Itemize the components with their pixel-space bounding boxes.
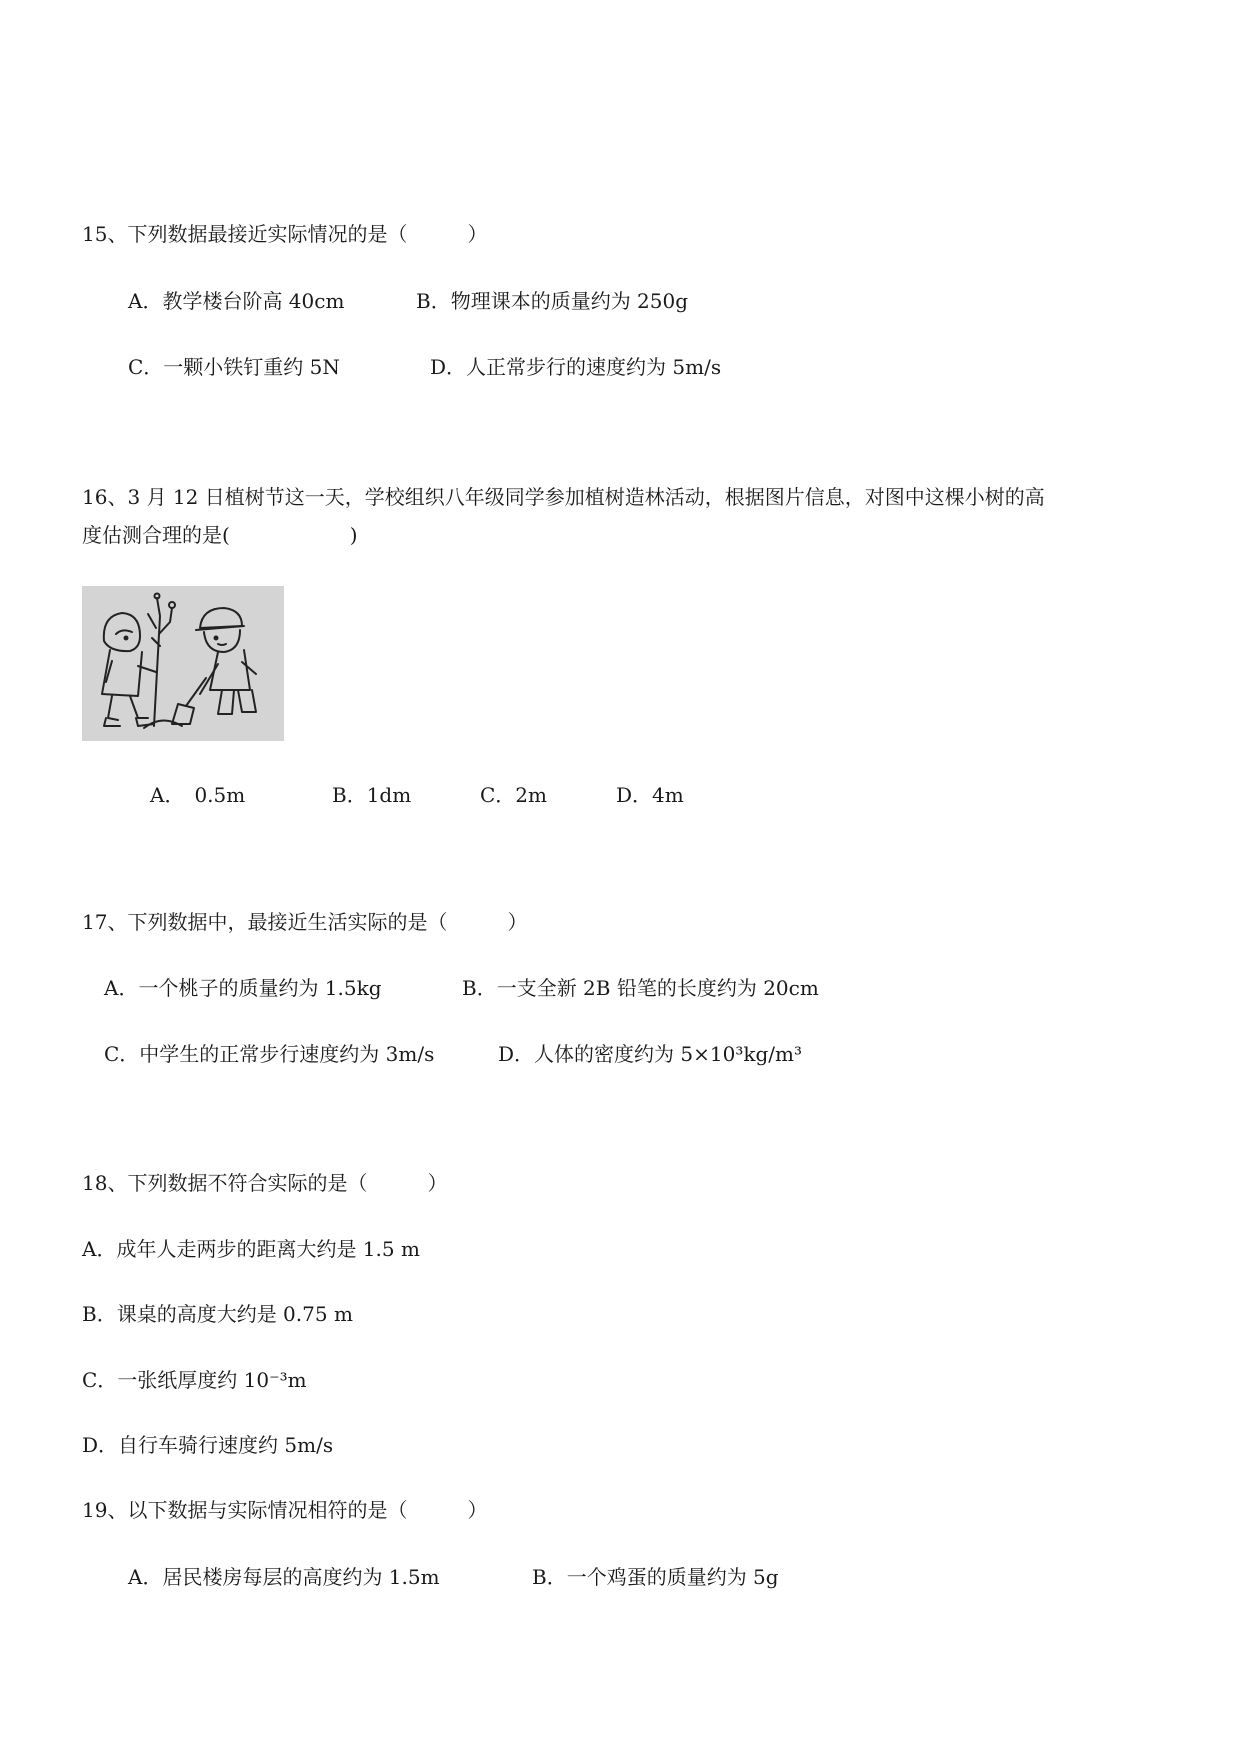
q17-option-d: D．人体的密度约为 5×10³kg/m³ [498, 1042, 802, 1066]
q17-option-b: B．一支全新 2B 铅笔的长度约为 20cm [462, 976, 819, 1000]
q15-option-a: A．教学楼台阶高 40cm [128, 289, 345, 313]
tree-planting-illustration [82, 586, 284, 741]
q18-option-d: D．自行车骑行速度约 5m/s [82, 1433, 334, 1457]
q15-stem: 15、下列数据最接近实际情况的是（ ） [82, 222, 488, 246]
q18-option-c: C．一张纸厚度约 10⁻³m [82, 1368, 307, 1392]
q16-stem-line2: 度估测合理的是( ) [82, 523, 358, 547]
q19-stem: 19、以下数据与实际情况相符的是（ ） [82, 1498, 488, 1522]
q16-option-b: B．1dm [332, 783, 412, 807]
q18-option-b: B．课桌的高度大约是 0.75 m [82, 1302, 353, 1326]
q17-option-a: A．一个桃子的质量约为 1.5kg [104, 976, 382, 1000]
q16-option-c: C．2m [480, 783, 547, 807]
q16-option-a: A． 0.5m [150, 783, 246, 807]
q15-option-b: B．物理课本的质量约为 250g [416, 289, 689, 313]
q18-stem: 18、下列数据不符合实际的是（ ） [82, 1171, 448, 1195]
q15-option-c: C．一颗小铁钉重约 5N [128, 355, 340, 379]
q15-option-d: D．人正常步行的速度约为 5m/s [430, 355, 722, 379]
q19-option-b: B．一个鸡蛋的质量约为 5g [532, 1565, 779, 1589]
q16-option-d: D．4m [616, 783, 684, 807]
q19-option-a: A．居民楼房每层的高度约为 1.5m [128, 1565, 440, 1589]
q17-option-c: C．中学生的正常步行速度约为 3m/s [104, 1042, 435, 1066]
q18-option-a: A．成年人走两步的距离大约是 1.5 m [82, 1237, 420, 1261]
q17-stem: 17、下列数据中，最接近生活实际的是（ ） [82, 910, 528, 934]
q16-stem-line1: 16、3 月 12 日植树节这一天，学校组织八年级同学参加植树造林活动，根据图片信息，对图中这棵小树的高 [82, 485, 1045, 509]
